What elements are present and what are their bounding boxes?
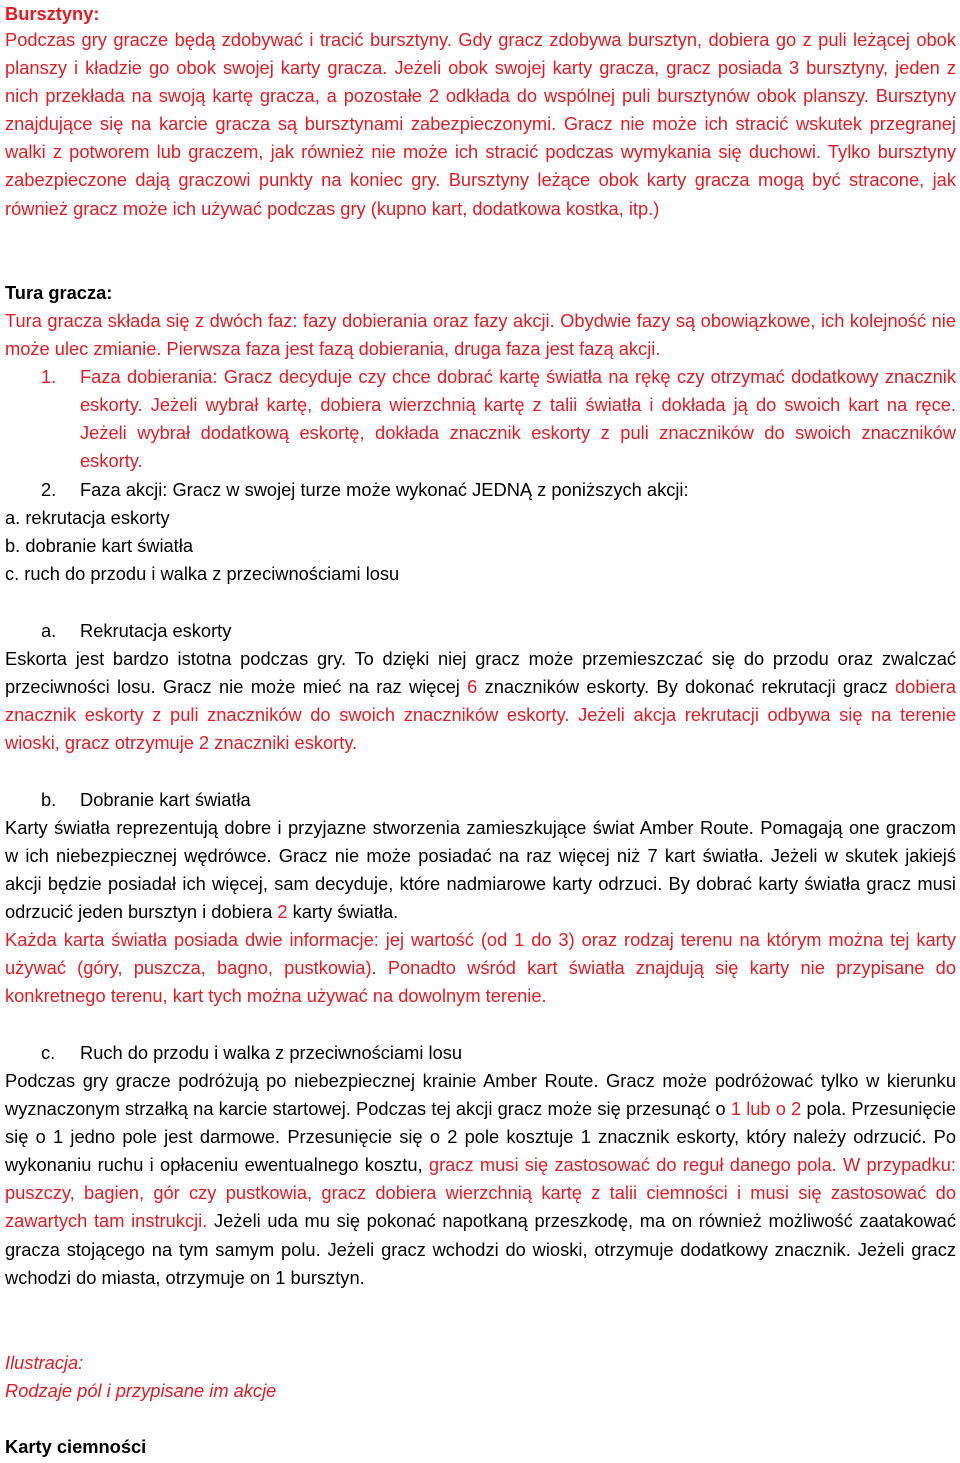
- list-text: Faza akcji: Gracz w swojej turze może wykonać JEDNĄ z poniższych akcji:: [80, 479, 689, 500]
- paragraph-ruch: [5, 1067, 956, 1292]
- subheading-title: Rekrutacja eskorty: [80, 620, 232, 641]
- heading-tura-gracza: Tura gracza:: [5, 282, 113, 303]
- ruch-text-3: Jeżeli uda mu się pokonać napotkaną przeszkodę, ma on również możliwość zaatakować gracza stojącego na tym samym polu. Jeżeli gracz wchodzi do wioski, otrzymuje dodatkowy znacznik. Jeżeli gracz wchodzi do miasta, otrzymuje on 1 bursztyn.: [5, 1210, 956, 1288]
- heading-bursztyny: Bursztyny:: [5, 3, 100, 24]
- paragraph-rekrutacja: [5, 645, 956, 757]
- bursztyny-red-text: Podczas gry gracze będą zdobywać i tracić bursztyny. Gdy gracz zdobywa bursztyn, dobiera go z puli leżącej obok planszy i kładzie go obok swojej karty gracza. Jeżeli obok swojej karty gracza, gracz posiada 3 bursztyny, jeden z nich przekłada na swoją kartę gracza, a pozostałe 2 odkłada do wspólnej puli bursztynów obok planszy.: [5, 29, 956, 107]
- paragraph-bursztyny: [5, 26, 956, 223]
- list-number: 1.: [41, 366, 57, 387]
- ilustracja-caption: Rodzaje pól i przypisane im akcje: [5, 1380, 277, 1401]
- subheading-number: b.: [41, 789, 57, 810]
- heading-karty-ciemnosci: Karty ciemności: [5, 1436, 147, 1457]
- action-option-a: a. rekrutacja eskorty: [5, 507, 170, 528]
- bursztyny-secured-text: Bursztyny znajdujące się na karcie gracza są bursztynami zabezpieczonymi. Gracz nie może ich stracić wskutek przegranej walki z potworem lub graczem, jak również nie może ich stracić podczas wymykania się duchowi. Tylko bursztyny zabezpieczone dają graczowi punkty na koniec gry. Bursztyny leżące obok karty gracza mogą być stracone, jak również gracz może ich używać podczas gry (kupno kart, dodatkowa kostka, itp.): [5, 85, 956, 219]
- ruch-text-1: Podczas gry gracze podróżują po niebezpiecznej krainie Amber Route. Gracz może podróżować tylko w kierunku wyznaczonym strzałką na karcie startowej. Podczas tej akcji gracz może się przesunąć o: [5, 1070, 956, 1120]
- subheading-title: Ruch do przodu i walka z przeciwnościami losu: [80, 1042, 463, 1063]
- paragraph-dobranie-red: Każda karta światła posiada dwie informacje: jej wartość (od 1 do 3) oraz rodzaj terenu na którym można tej karty używać (góry, puszcza, bagno, pustkowia). Ponadto wśród kart światła znajdują się karty nie przypisane do konkretnego terenu, kart tych można używać na dowolnym terenie.: [5, 929, 956, 1007]
- list-item-faza-akcji: [5, 476, 956, 504]
- ruch-distance-value: 1 lub o 2: [730, 1098, 802, 1120]
- ruch-red-text: gracz musi się zastosować do reguł danego pola. W przypadku: puszczy, bagien, gór czy pustkowia, gracz dobiera wierzchnią kartę z talii ciemności i musi się zastosować do zawartych tam instrukcji.: [5, 1154, 956, 1232]
- rekrutacja-red-text: dobiera znacznik eskorty z puli znaczników do swoich znaczników eskorty. Jeżeli akcja rekrutacji odbywa się na terenie wioski, gracz otrzymuje 2 znaczniki eskorty.: [5, 676, 956, 754]
- rekrutacja-text-2: znaczników eskorty. By dokonać rekrutacji gracz: [477, 676, 895, 698]
- paragraph-dobranie: [5, 814, 956, 926]
- action-option-b: b. dobranie kart światła: [5, 535, 193, 556]
- action-option-c: c. ruch do przodu i walka z przeciwnościami losu: [5, 563, 400, 584]
- list-text: Faza dobierania: Gracz decyduje czy chce dobrać kartę światła na rękę czy otrzymać dodatkowy znacznik eskorty. Jeżeli wybrał kartę, dobiera wierzchnią kartę z talii światła i dokłada ją do swoich kart na ręce. Jeżeli wybrał dodatkową eskortę, dokłada znacznik eskorty z puli znaczników do swoich znaczników eskorty.: [80, 366, 956, 472]
- dobranie-text-2: karty światła.: [287, 901, 399, 923]
- subheading-title: Dobranie kart światła: [80, 789, 251, 810]
- rekrutacja-limit-value: 6: [467, 676, 478, 698]
- list-item-faza-dobierania: [5, 363, 956, 477]
- dobranie-count-value: 2: [277, 901, 288, 923]
- rekrutacja-text-1: Eskorta jest bardzo istotna podczas gry. To dzięki niej gracz może przemieszczać się do przodu oraz zwalczać przeciwności losu. Gracz nie może mieć na raz więcej: [5, 648, 956, 698]
- dobranie-text-1: Karty światła reprezentują dobre i przyjazne stworzenia zamieszkujące świat Amber Route. Pomagają one graczom w ich niebezpiecznej wędrówce. Gracz nie może posiadać na raz więcej niż 7 kart światła. Jeżeli w skutek jakiejś akcji będzie posiadał ich więcej, sam decyduje, które nadmiarowe karty odrzuci. By dobrać karty światła gracz musi odrzucić jeden bursztyn i dobiera: [5, 817, 956, 923]
- subheading-number: a.: [41, 620, 57, 641]
- ilustracja-label: Ilustracja:: [5, 1352, 84, 1373]
- paragraph-tura: Tura gracza składa się z dwóch faz: fazy dobierania oraz fazy akcji. Obydwie fazy są obowiązkowe, ich kolejność nie może ulec zmianie. Pierwsza faza jest fazą dobierania, druga faza jest fazą akcji.: [5, 310, 956, 360]
- ruch-text-2: pola. Przesunięcie się o 1 jedno pole jest darmowe. Przesunięcie się o 2 pole kosztuje 1 znacznik eskorty, który należy odrzucić. Po wykonaniu ruchu i opłaceniu ewentualnego kosztu,: [5, 1098, 956, 1176]
- list-number: 2.: [41, 479, 57, 500]
- subheading-number: c.: [41, 1042, 56, 1063]
